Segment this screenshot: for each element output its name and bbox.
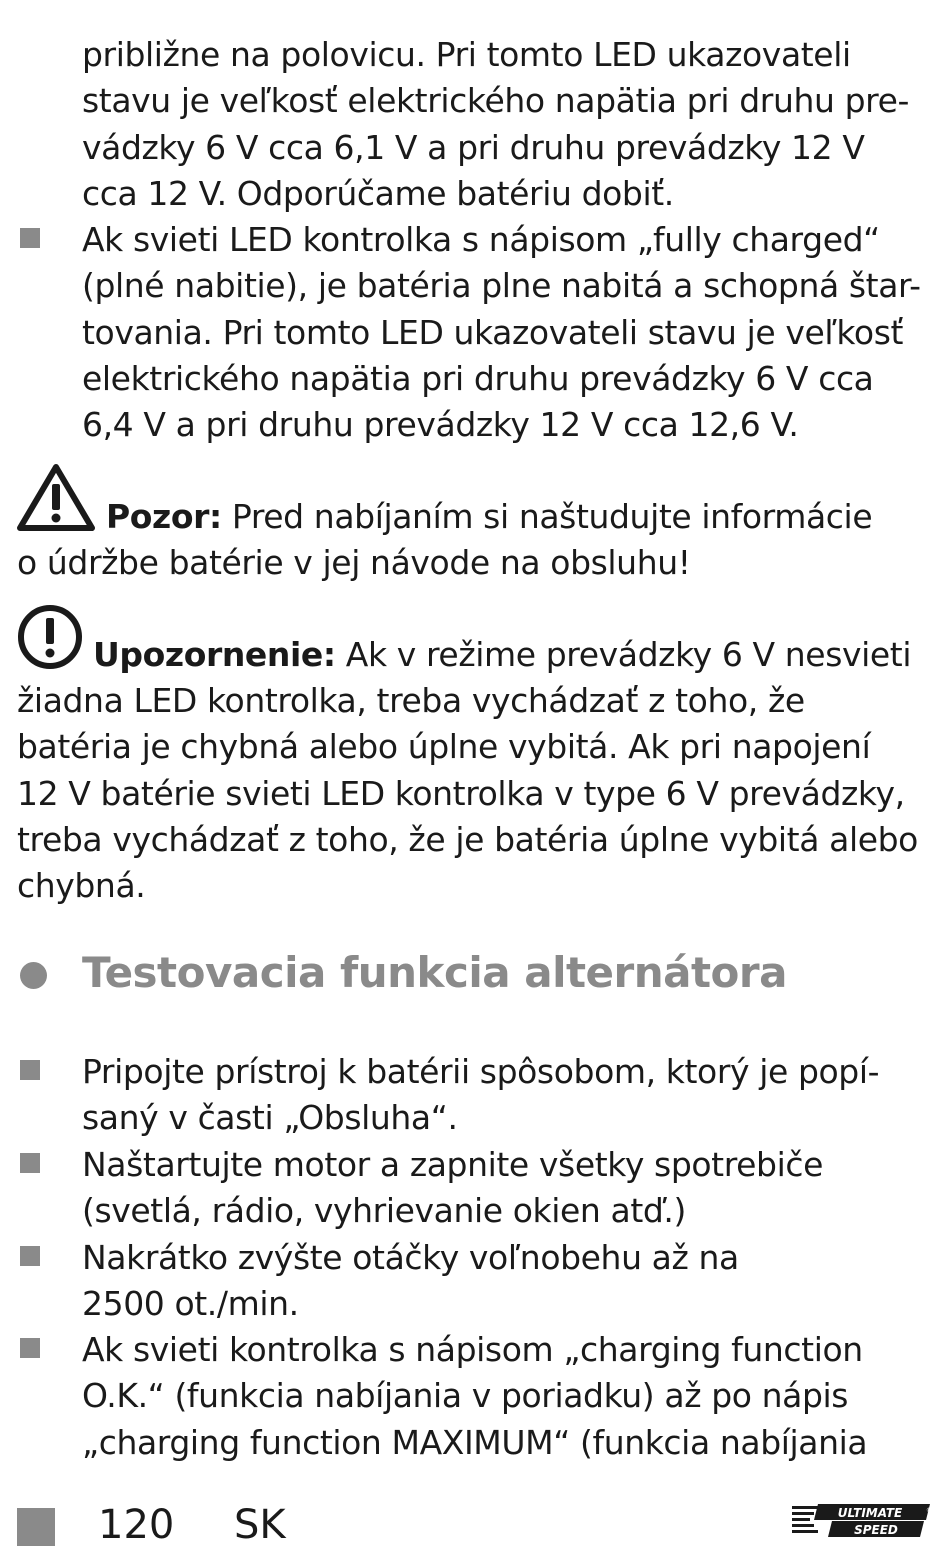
text-line: Pripojte prístroj k batérii spôsobom, ktorý je popí- xyxy=(82,1052,880,1091)
text-line: Naštartujte motor a zapnite všetky spotrebiče xyxy=(82,1145,824,1184)
text-line: cca 12 V. Odporúčame batériu dobiť. xyxy=(82,173,674,213)
continuation-paragraph xyxy=(82,32,932,217)
warning-triangle-icon xyxy=(16,462,96,532)
square-bullet-icon xyxy=(20,1153,40,1173)
circle-bullet-icon xyxy=(20,962,47,989)
notice-text: Ak v režime prevádzky 6 V nesvieti xyxy=(335,635,912,674)
text-line: Ak svieti LED kontrolka s nápisom „fully charged“ xyxy=(82,220,880,259)
warning-label: Pozor: xyxy=(106,497,222,536)
language-code: SK xyxy=(234,1502,286,1548)
square-bullet-icon xyxy=(20,1338,40,1358)
notice-paragraph xyxy=(17,678,937,909)
text-line: chybná. xyxy=(17,866,146,906)
notice-label: Upozornenie: xyxy=(93,635,336,674)
list-item-step-3 xyxy=(82,1235,932,1328)
text-line: 2500 ot./min. xyxy=(82,1284,299,1324)
text-line: stavu je veľkosť elektrického napätia pri druhu pre- xyxy=(82,81,909,121)
text-line: treba vychádzať z toho, že je batéria úplne vybitá alebo xyxy=(17,819,918,859)
text-line: „charging function MAXIMUM“ (funkcia nabíjania xyxy=(82,1422,868,1462)
square-bullet-icon xyxy=(20,1246,40,1266)
notice-line-1 xyxy=(93,632,911,678)
square-bullet-icon xyxy=(20,1060,40,1080)
square-bullet-icon xyxy=(20,228,40,248)
text-line: vádzky 6 V cca 6,1 V a pri druhu prevádzky 12 V xyxy=(82,127,865,167)
text-line: Nakrátko zvýšte otáčky voľnobehu až na xyxy=(82,1238,739,1277)
text-line: batéria je chybná alebo úplne vybitá. Ak pri napojení xyxy=(17,727,871,767)
text-line: približne na polovicu. Pri tomto LED ukazovateli xyxy=(82,35,851,74)
text-line: (plné nabitie), je batéria plne nabitá a schopná štar- xyxy=(82,266,921,306)
page-number: 120 xyxy=(98,1502,175,1548)
text-line: Ak svieti kontrolka s nápisom „charging function xyxy=(82,1330,863,1369)
text-line: saný v časti „Obsluha“. xyxy=(82,1098,458,1138)
text-line: o údržbe batérie v jej návode na obsluhu! xyxy=(17,543,691,582)
logo-text-line-2: SPEED xyxy=(854,1523,898,1537)
list-item-step-2 xyxy=(82,1142,932,1235)
footer-marker xyxy=(17,1508,55,1546)
ultimate-speed-logo xyxy=(792,1500,932,1540)
text-line: (svetlá, rádio, vyhrievanie okien atď.) xyxy=(82,1191,686,1231)
exclamation-circle-icon xyxy=(17,604,83,670)
warning-text: Pred nabíjaním si naštudujte informácie xyxy=(221,497,873,536)
warning-line-2 xyxy=(17,540,937,586)
list-item-step-1 xyxy=(82,1049,932,1142)
text-line: elektrického napätia pri druhu prevádzky 6 V cca xyxy=(82,358,874,398)
text-line: tovania. Pri tomto LED ukazovateli stavu je veľkosť xyxy=(82,312,904,352)
list-item-step-4 xyxy=(82,1327,932,1466)
text-line: 12 V batérie svieti LED kontrolka v type 6 V prevádzky, xyxy=(17,773,905,813)
logo-registered-mark: ® xyxy=(926,1507,932,1514)
warning-line-1 xyxy=(106,494,872,540)
list-item-fully-charged xyxy=(82,217,932,448)
text-line: žiadna LED kontrolka, treba vychádzať z toho, že xyxy=(17,681,805,720)
section-heading: Testovacia funkcia alternátora xyxy=(82,948,787,997)
text-line: O.K.“ (funkcia nabíjania v poriadku) až po nápis xyxy=(82,1376,849,1416)
logo-text-line-1: ULTIMATE xyxy=(837,1506,903,1520)
text-line: 6,4 V a pri druhu prevádzky 12 V cca 12,6 V. xyxy=(82,405,799,445)
